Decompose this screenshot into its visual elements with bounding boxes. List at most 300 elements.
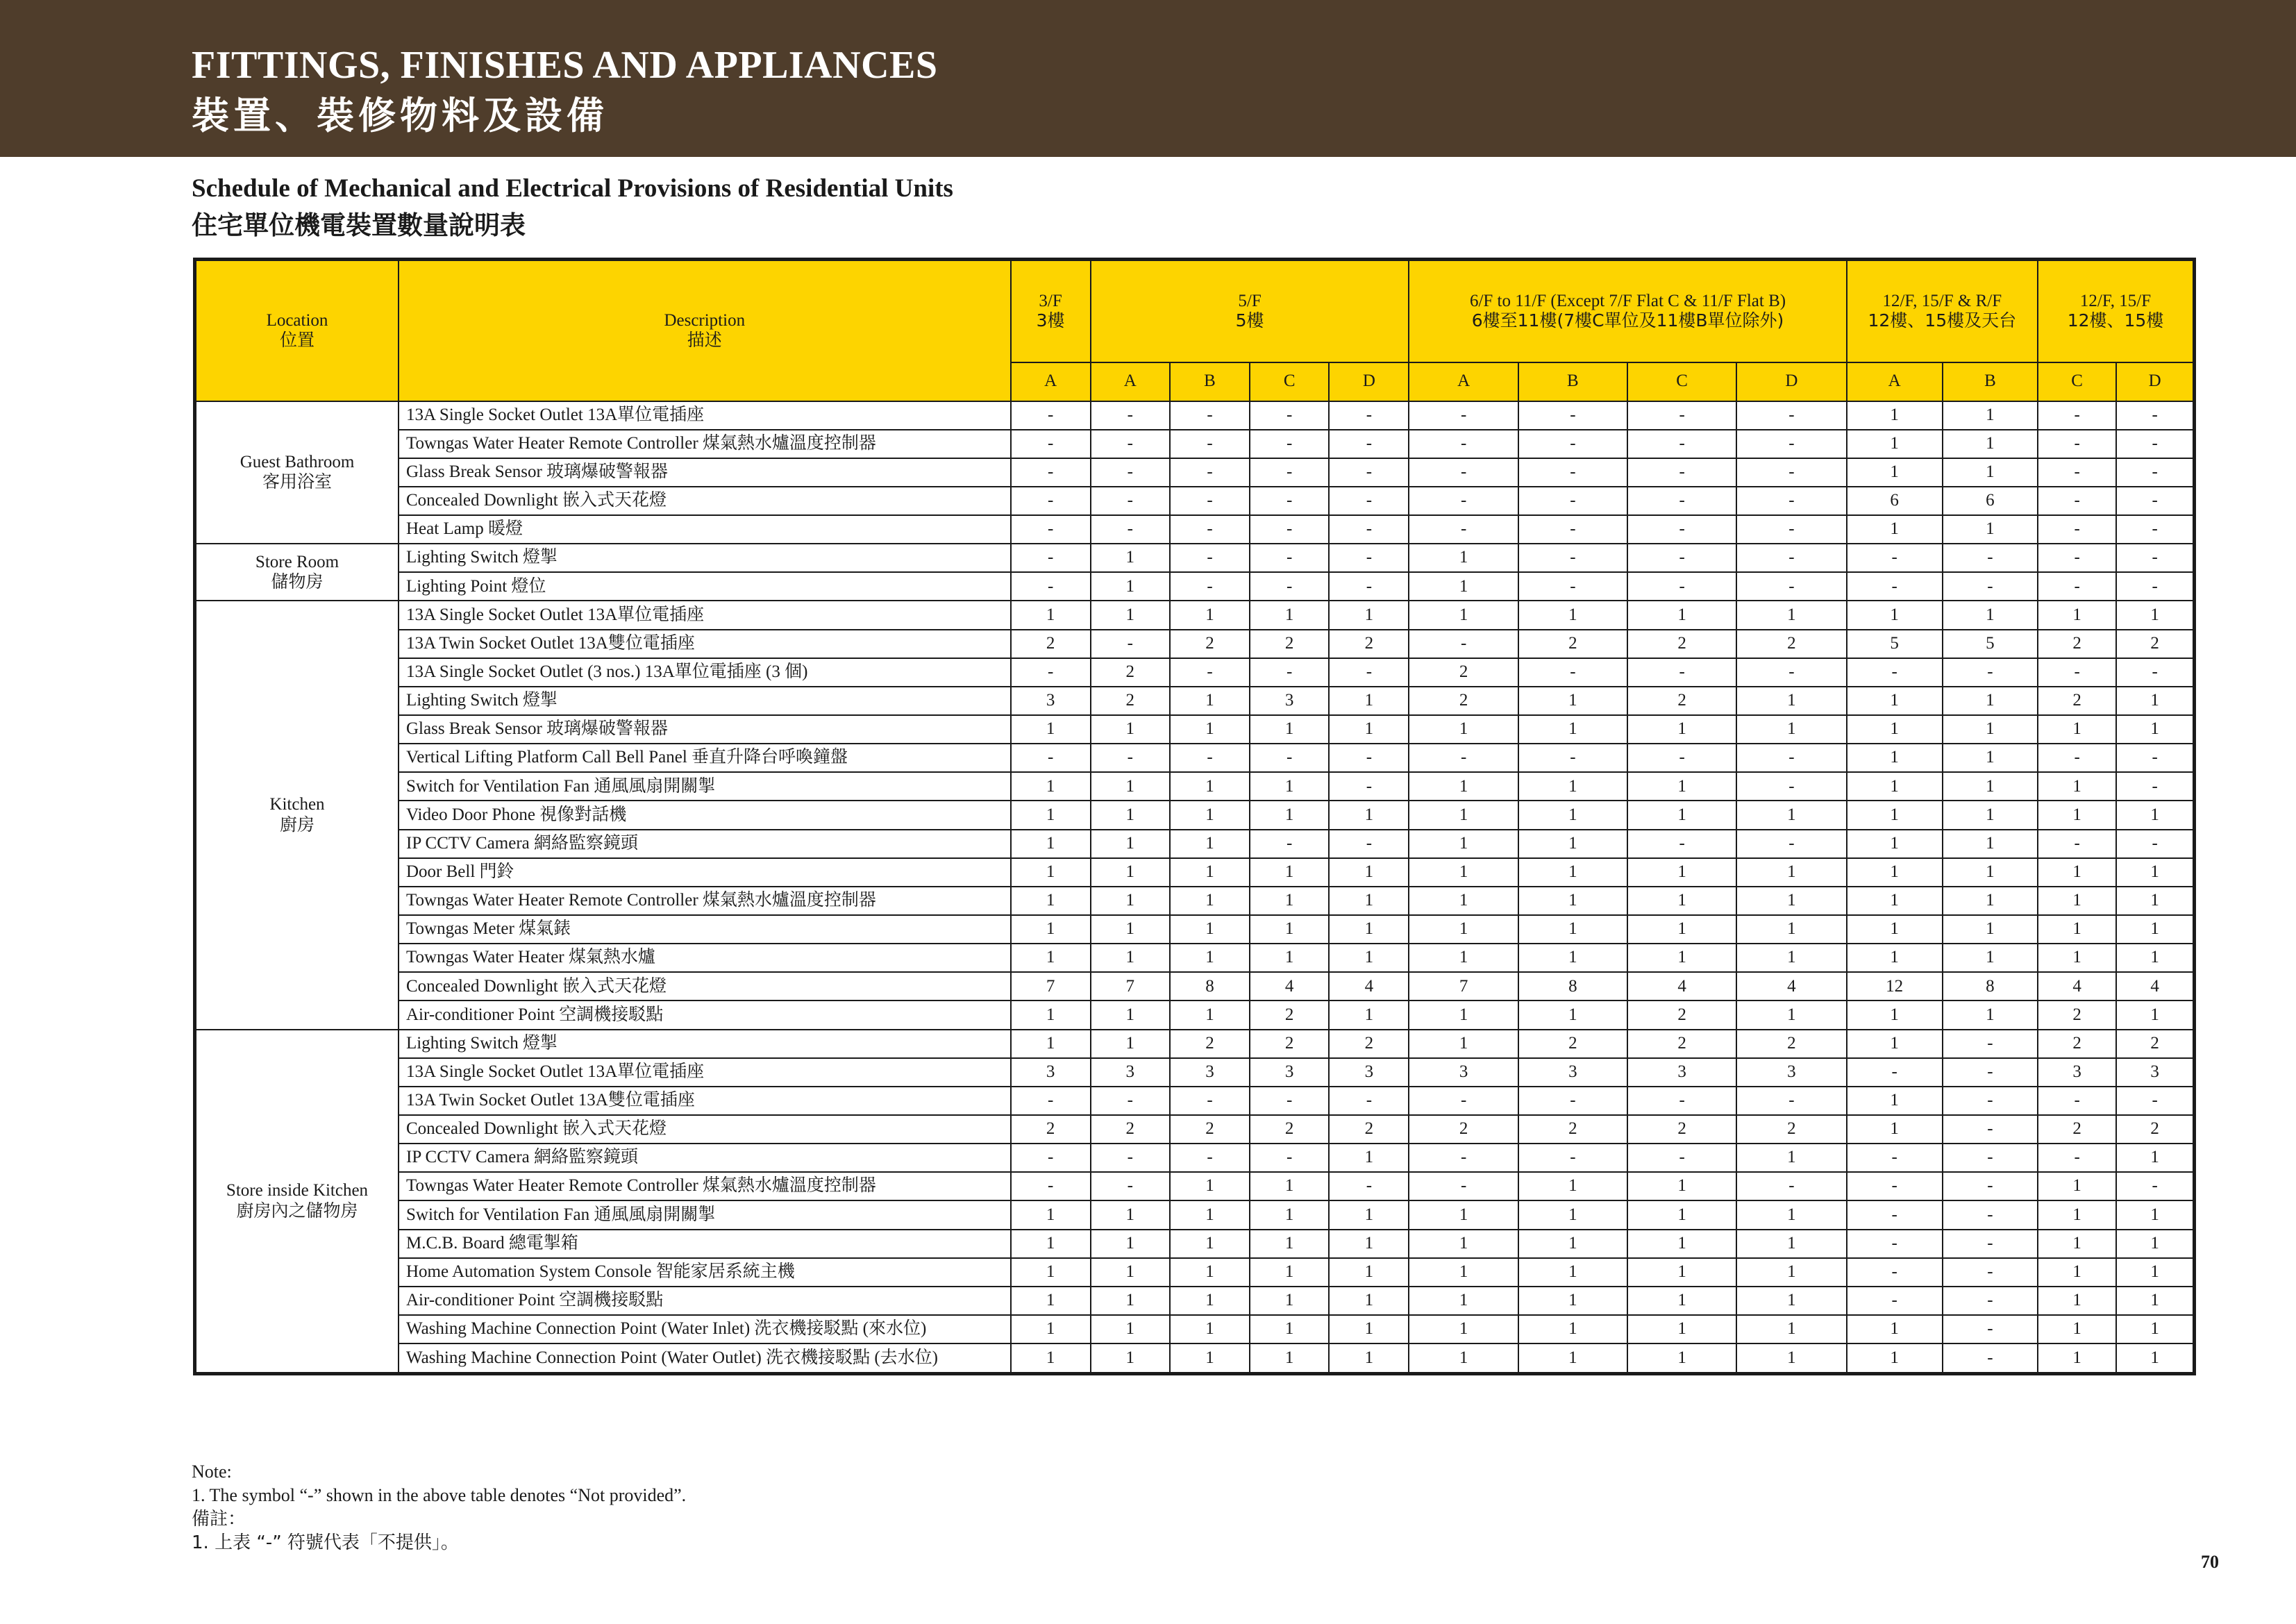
value-cell: -: [1943, 1144, 2038, 1172]
value-cell: -: [1409, 1172, 1518, 1200]
value-cell: -: [1011, 401, 1091, 430]
value-cell: 2: [1091, 1115, 1170, 1144]
value-cell: 1: [1627, 1287, 1736, 1315]
value-cell: -: [1627, 744, 1736, 772]
value-cell: 1: [1409, 601, 1518, 629]
value-cell: 1: [1518, 1172, 1627, 1200]
value-cell: 1: [1518, 601, 1627, 629]
value-cell: 1: [2116, 1230, 2194, 1258]
description-cell: Concealed Downlight 嵌入式天花燈: [399, 1115, 1011, 1144]
value-cell: -: [1170, 1144, 1250, 1172]
value-cell: -: [1736, 458, 1846, 487]
value-cell: 2: [1518, 1030, 1627, 1058]
value-cell: -: [1518, 744, 1627, 772]
value-cell: 3: [1518, 1058, 1627, 1087]
value-cell: 2: [1409, 658, 1518, 687]
table-row: [195, 744, 2195, 772]
value-cell: -: [1627, 401, 1736, 430]
value-cell: 1: [1091, 1287, 1170, 1315]
value-cell: -: [1011, 572, 1091, 601]
table-row: [195, 487, 2195, 515]
value-cell: -: [2116, 401, 2194, 430]
value-cell: 2: [1627, 687, 1736, 715]
value-cell: -: [2038, 401, 2116, 430]
value-cell: -: [1409, 458, 1518, 487]
table-row: [195, 601, 2195, 629]
value-cell: -: [1091, 401, 1170, 430]
value-cell: 1: [1011, 1230, 1091, 1258]
value-cell: -: [1011, 1172, 1091, 1200]
value-cell: -: [2116, 744, 2194, 772]
value-cell: 1: [1943, 944, 2038, 972]
value-cell: 1: [1011, 1315, 1091, 1343]
value-cell: 1: [1011, 915, 1091, 944]
value-cell: 1: [1409, 1230, 1518, 1258]
value-cell: 1: [1170, 1258, 1250, 1287]
value-cell: 2: [1250, 1030, 1329, 1058]
table-row: [195, 515, 2195, 544]
value-cell: 2: [1250, 630, 1329, 658]
value-cell: 4: [1329, 972, 1409, 1001]
value-cell: 4: [1250, 972, 1329, 1001]
value-cell: -: [1736, 515, 1846, 544]
value-cell: 1: [1736, 944, 1846, 972]
value-cell: 1: [2038, 887, 2116, 915]
value-cell: 1: [1250, 801, 1329, 829]
value-cell: 1: [1518, 1001, 1627, 1029]
table-row: [195, 1144, 2195, 1172]
value-cell: 1: [1250, 1172, 1329, 1200]
value-cell: 1: [1847, 1115, 1943, 1144]
value-cell: -: [1329, 830, 1409, 858]
value-cell: -: [1011, 487, 1091, 515]
value-cell: 1: [2038, 1343, 2116, 1373]
value-cell: 1: [1627, 1315, 1736, 1343]
value-cell: -: [1943, 1058, 2038, 1087]
value-cell: 1: [1518, 887, 1627, 915]
value-cell: 1: [1091, 601, 1170, 629]
value-cell: 1: [1627, 1258, 1736, 1287]
value-cell: 1: [1329, 1001, 1409, 1029]
value-cell: -: [1409, 401, 1518, 430]
value-cell: -: [1847, 1058, 1943, 1087]
table-row: [195, 887, 2195, 915]
value-cell: 1: [1943, 858, 2038, 887]
value-cell: 1: [1943, 887, 2038, 915]
value-cell: -: [1170, 658, 1250, 687]
table-row: [195, 572, 2195, 601]
value-cell: -: [1011, 458, 1091, 487]
value-cell: -: [1736, 744, 1846, 772]
value-cell: 1: [1736, 715, 1846, 744]
value-cell: 1: [1011, 1258, 1091, 1287]
value-cell: 1: [1847, 744, 1943, 772]
value-cell: 1: [1518, 1315, 1627, 1343]
value-cell: 1: [1736, 601, 1846, 629]
value-cell: -: [1011, 1087, 1091, 1115]
value-cell: 1: [1011, 1030, 1091, 1058]
description-cell: Vertical Lifting Platform Call Bell Panel 垂直升降台呼喚鐘盤: [399, 744, 1011, 772]
description-cell: Lighting Switch 燈掣: [399, 687, 1011, 715]
value-cell: 1: [1409, 887, 1518, 915]
value-cell: 1: [1409, 715, 1518, 744]
value-cell: -: [1943, 544, 2038, 572]
value-cell: 1: [1736, 1258, 1846, 1287]
value-cell: 1: [1627, 1230, 1736, 1258]
value-cell: 1: [2116, 1343, 2194, 1373]
value-cell: -: [1329, 1172, 1409, 1200]
value-cell: -: [1943, 572, 2038, 601]
value-cell: -: [1329, 544, 1409, 572]
table-row: [195, 1001, 2195, 1029]
value-cell: 1: [1250, 1230, 1329, 1258]
value-cell: -: [1736, 572, 1846, 601]
value-cell: 1: [1627, 1200, 1736, 1229]
value-cell: -: [1943, 1343, 2038, 1373]
value-cell: 1: [1943, 401, 2038, 430]
value-cell: 1: [2116, 887, 2194, 915]
value-cell: 1: [1329, 1315, 1409, 1343]
value-cell: 1: [1409, 801, 1518, 829]
flat-header: D: [2116, 362, 2194, 401]
value-cell: 1: [1847, 858, 1943, 887]
value-cell: 1: [1518, 687, 1627, 715]
value-cell: 1: [1518, 1258, 1627, 1287]
value-cell: 1: [1011, 944, 1091, 972]
description-cell: Lighting Switch 燈掣: [399, 544, 1011, 572]
value-cell: 1: [1011, 858, 1091, 887]
value-cell: 3: [1329, 1058, 1409, 1087]
description-cell: 13A Twin Socket Outlet 13A雙位電插座: [399, 630, 1011, 658]
value-cell: 3: [1011, 687, 1091, 715]
description-cell: Towngas Water Heater Remote Controller 煤氣熱水爐溫度控制器: [399, 887, 1011, 915]
value-cell: 1: [1011, 801, 1091, 829]
value-cell: 1: [1091, 858, 1170, 887]
value-cell: 1: [1409, 1287, 1518, 1315]
value-cell: -: [1011, 430, 1091, 458]
value-cell: -: [1627, 572, 1736, 601]
value-cell: -: [1250, 458, 1329, 487]
location-cell: Kitchen 廚房: [195, 601, 399, 1029]
value-cell: 1: [2116, 1001, 2194, 1029]
value-cell: 1: [1250, 1287, 1329, 1315]
table-row: [195, 458, 2195, 487]
description-cell: Door Bell 門鈴: [399, 858, 1011, 887]
value-cell: 1: [1943, 744, 2038, 772]
value-cell: 1: [1943, 687, 2038, 715]
value-cell: -: [1943, 1087, 2038, 1115]
value-cell: -: [1011, 744, 1091, 772]
value-cell: 1: [1329, 1287, 1409, 1315]
location-cell: Store Room 儲物房: [195, 544, 399, 601]
value-cell: -: [2038, 515, 2116, 544]
value-cell: -: [1736, 772, 1846, 801]
value-cell: 1: [1943, 458, 2038, 487]
value-cell: 1: [2038, 801, 2116, 829]
value-cell: 1: [1518, 801, 1627, 829]
value-cell: 2: [1627, 1001, 1736, 1029]
value-cell: -: [1943, 658, 2038, 687]
value-cell: 6: [1847, 487, 1943, 515]
value-cell: 1: [1170, 1230, 1250, 1258]
floor-group-header: 5/F 5樓: [1091, 260, 1409, 362]
table-row: [195, 1258, 2195, 1287]
value-cell: 1: [1170, 830, 1250, 858]
value-cell: 1: [1329, 1200, 1409, 1229]
description-cell: Washing Machine Connection Point (Water Inlet) 洗衣機接駁點 (來水位): [399, 1315, 1011, 1343]
table-row: [195, 1287, 2195, 1315]
description-cell: Air-conditioner Point 空調機接駁點: [399, 1001, 1011, 1029]
schedule-title-en: Schedule of Mechanical and Electrical Provisions of Residential Units: [192, 174, 953, 203]
value-cell: -: [1847, 1172, 1943, 1200]
value-cell: 1: [2116, 801, 2194, 829]
value-cell: -: [2038, 1144, 2116, 1172]
note-line-zh: 1. 上表 “-” 符號代表「不提供」。: [192, 1532, 459, 1553]
value-cell: 1: [1250, 944, 1329, 972]
description-cell: Lighting Switch 燈掣: [399, 1030, 1011, 1058]
description-cell: Video Door Phone 視像對話機: [399, 801, 1011, 829]
description-cell: Washing Machine Connection Point (Water Outlet) 洗衣機接駁點 (去水位): [399, 1343, 1011, 1373]
value-cell: -: [1627, 430, 1736, 458]
table-row: [195, 430, 2195, 458]
value-cell: 1: [2038, 915, 2116, 944]
value-cell: 1: [2038, 1315, 2116, 1343]
floor-group-header: 3/F 3樓: [1011, 260, 1091, 362]
value-cell: -: [1170, 458, 1250, 487]
value-cell: -: [1943, 1030, 2038, 1058]
value-cell: -: [2116, 430, 2194, 458]
table-row: [195, 544, 2195, 572]
value-cell: -: [1627, 1087, 1736, 1115]
value-cell: -: [1329, 572, 1409, 601]
value-cell: 1: [2116, 858, 2194, 887]
value-cell: 1: [1518, 944, 1627, 972]
value-cell: 1: [1518, 1343, 1627, 1373]
table-row: [195, 1172, 2195, 1200]
value-cell: 2: [1518, 630, 1627, 658]
value-cell: -: [1091, 1172, 1170, 1200]
table-row: [195, 1315, 2195, 1343]
value-cell: -: [1736, 430, 1846, 458]
flat-header: B: [1518, 362, 1627, 401]
value-cell: -: [1170, 430, 1250, 458]
value-cell: 2: [1736, 630, 1846, 658]
value-cell: -: [1329, 658, 1409, 687]
value-cell: 1: [1736, 687, 1846, 715]
value-cell: 1: [1170, 801, 1250, 829]
table-row: [195, 1343, 2195, 1373]
value-cell: -: [1518, 401, 1627, 430]
value-cell: 1: [1091, 572, 1170, 601]
value-cell: -: [1250, 1087, 1329, 1115]
value-cell: 1: [1011, 887, 1091, 915]
value-cell: -: [1409, 487, 1518, 515]
value-cell: -: [2116, 1087, 2194, 1115]
value-cell: 2: [2116, 1115, 2194, 1144]
description-cell: Towngas Water Heater Remote Controller 煤氣熱水爐溫度控制器: [399, 1172, 1011, 1200]
table-row: [195, 915, 2195, 944]
value-cell: 7: [1409, 972, 1518, 1001]
value-cell: -: [1847, 544, 1943, 572]
value-cell: 1: [1409, 1200, 1518, 1229]
value-cell: 1: [1091, 830, 1170, 858]
table-row: [195, 858, 2195, 887]
value-cell: -: [1250, 830, 1329, 858]
value-cell: -: [1409, 1087, 1518, 1115]
value-cell: -: [1329, 487, 1409, 515]
value-cell: -: [1943, 1258, 2038, 1287]
value-cell: -: [2116, 458, 2194, 487]
value-cell: 1: [1847, 887, 1943, 915]
value-cell: 2: [1329, 1030, 1409, 1058]
value-cell: -: [1409, 430, 1518, 458]
value-cell: 1: [2116, 601, 2194, 629]
value-cell: 3: [1736, 1058, 1846, 1087]
value-cell: 2: [1091, 687, 1170, 715]
value-cell: 1: [2116, 915, 2194, 944]
value-cell: 1: [1627, 772, 1736, 801]
value-cell: 1: [1250, 715, 1329, 744]
value-cell: 2: [2038, 630, 2116, 658]
value-cell: -: [2116, 658, 2194, 687]
value-cell: -: [1847, 1287, 1943, 1315]
value-cell: -: [1409, 1144, 1518, 1172]
value-cell: -: [2116, 1172, 2194, 1200]
value-cell: -: [1627, 515, 1736, 544]
value-cell: -: [1011, 515, 1091, 544]
provisions-table: [193, 258, 2196, 1375]
value-cell: 1: [2038, 601, 2116, 629]
value-cell: -: [1250, 1144, 1329, 1172]
value-cell: 4: [1627, 972, 1736, 1001]
value-cell: 1: [2116, 1144, 2194, 1172]
value-cell: -: [1518, 1087, 1627, 1115]
value-cell: 1: [1091, 1200, 1170, 1229]
value-cell: 7: [1011, 972, 1091, 1001]
value-cell: 2: [1170, 630, 1250, 658]
value-cell: 1: [1736, 1230, 1846, 1258]
value-cell: 1: [1736, 915, 1846, 944]
location-header: Location 位置: [195, 260, 399, 401]
value-cell: 1: [1170, 687, 1250, 715]
value-cell: 1: [1250, 1315, 1329, 1343]
value-cell: 1: [1250, 1343, 1329, 1373]
value-cell: -: [1736, 487, 1846, 515]
value-cell: -: [1091, 487, 1170, 515]
value-cell: 1: [1329, 1230, 1409, 1258]
value-cell: 1: [1011, 1001, 1091, 1029]
table-row: [195, 715, 2195, 744]
value-cell: 1: [2038, 1200, 2116, 1229]
flat-header: B: [1170, 362, 1250, 401]
value-cell: 2: [1170, 1115, 1250, 1144]
value-cell: 3: [1409, 1058, 1518, 1087]
description-cell: Switch for Ventilation Fan 通風風扇開關掣: [399, 772, 1011, 801]
value-cell: 7: [1091, 972, 1170, 1001]
value-cell: -: [1943, 1172, 2038, 1200]
value-cell: -: [1847, 1200, 1943, 1229]
value-cell: 1: [1170, 944, 1250, 972]
table-row: [195, 1230, 2195, 1258]
value-cell: 2: [2038, 1030, 2116, 1058]
value-cell: -: [1250, 401, 1329, 430]
value-cell: -: [1329, 515, 1409, 544]
value-cell: 1: [1409, 1001, 1518, 1029]
value-cell: 2: [1250, 1001, 1329, 1029]
value-cell: -: [1627, 830, 1736, 858]
value-cell: 2: [1011, 630, 1091, 658]
value-cell: 3: [1250, 687, 1329, 715]
value-cell: 8: [1170, 972, 1250, 1001]
value-cell: -: [1091, 458, 1170, 487]
value-cell: -: [1011, 658, 1091, 687]
value-cell: 1: [1091, 887, 1170, 915]
schedule-title-zh: 住宅單位機電裝置數量說明表: [192, 210, 526, 240]
value-cell: 1: [1847, 458, 1943, 487]
value-cell: 1: [1736, 1001, 1846, 1029]
value-cell: 2: [1011, 1115, 1091, 1144]
value-cell: 2: [1627, 1030, 1736, 1058]
value-cell: 1: [1409, 1030, 1518, 1058]
value-cell: 1: [1847, 944, 1943, 972]
value-cell: 1: [2116, 1315, 2194, 1343]
value-cell: 1: [2038, 1287, 2116, 1315]
value-cell: 1: [1847, 1001, 1943, 1029]
value-cell: -: [1329, 458, 1409, 487]
value-cell: 2: [2038, 1115, 2116, 1144]
value-cell: -: [1847, 658, 1943, 687]
value-cell: 1: [1091, 1258, 1170, 1287]
value-cell: -: [1250, 515, 1329, 544]
value-cell: 1: [1627, 887, 1736, 915]
note-line-en: 1. The symbol “-” shown in the above table denotes “Not provided”.: [192, 1485, 687, 1505]
table-row: [195, 972, 2195, 1001]
value-cell: 2: [1329, 1115, 1409, 1144]
flat-header: A: [1847, 362, 1943, 401]
value-cell: 1: [1518, 858, 1627, 887]
description-header: Description 描述: [399, 260, 1011, 401]
value-cell: 1: [1847, 1343, 1943, 1373]
value-cell: 1: [1409, 572, 1518, 601]
value-cell: 1: [1627, 801, 1736, 829]
value-cell: 1: [1170, 1001, 1250, 1029]
value-cell: 1: [1250, 858, 1329, 887]
value-cell: 1: [1170, 772, 1250, 801]
value-cell: -: [1091, 744, 1170, 772]
value-cell: -: [1091, 515, 1170, 544]
value-cell: 2: [1736, 1030, 1846, 1058]
value-cell: -: [1170, 1087, 1250, 1115]
value-cell: 1: [1250, 1200, 1329, 1229]
value-cell: 1: [1250, 601, 1329, 629]
value-cell: 1: [2038, 944, 2116, 972]
value-cell: 1: [1329, 801, 1409, 829]
value-cell: -: [1091, 630, 1170, 658]
value-cell: -: [1250, 487, 1329, 515]
value-cell: -: [1409, 630, 1518, 658]
value-cell: -: [1943, 1230, 2038, 1258]
value-cell: 1: [1409, 830, 1518, 858]
value-cell: -: [2116, 487, 2194, 515]
description-cell: IP CCTV Camera 網絡監察鏡頭: [399, 1144, 1011, 1172]
value-cell: 1: [1736, 1144, 1846, 1172]
value-cell: 1: [1518, 830, 1627, 858]
flat-header: C: [1627, 362, 1736, 401]
value-cell: 1: [1091, 772, 1170, 801]
value-cell: -: [1329, 401, 1409, 430]
description-cell: 13A Single Socket Outlet 13A單位電插座: [399, 601, 1011, 629]
note-heading-en: Note:: [192, 1462, 232, 1482]
